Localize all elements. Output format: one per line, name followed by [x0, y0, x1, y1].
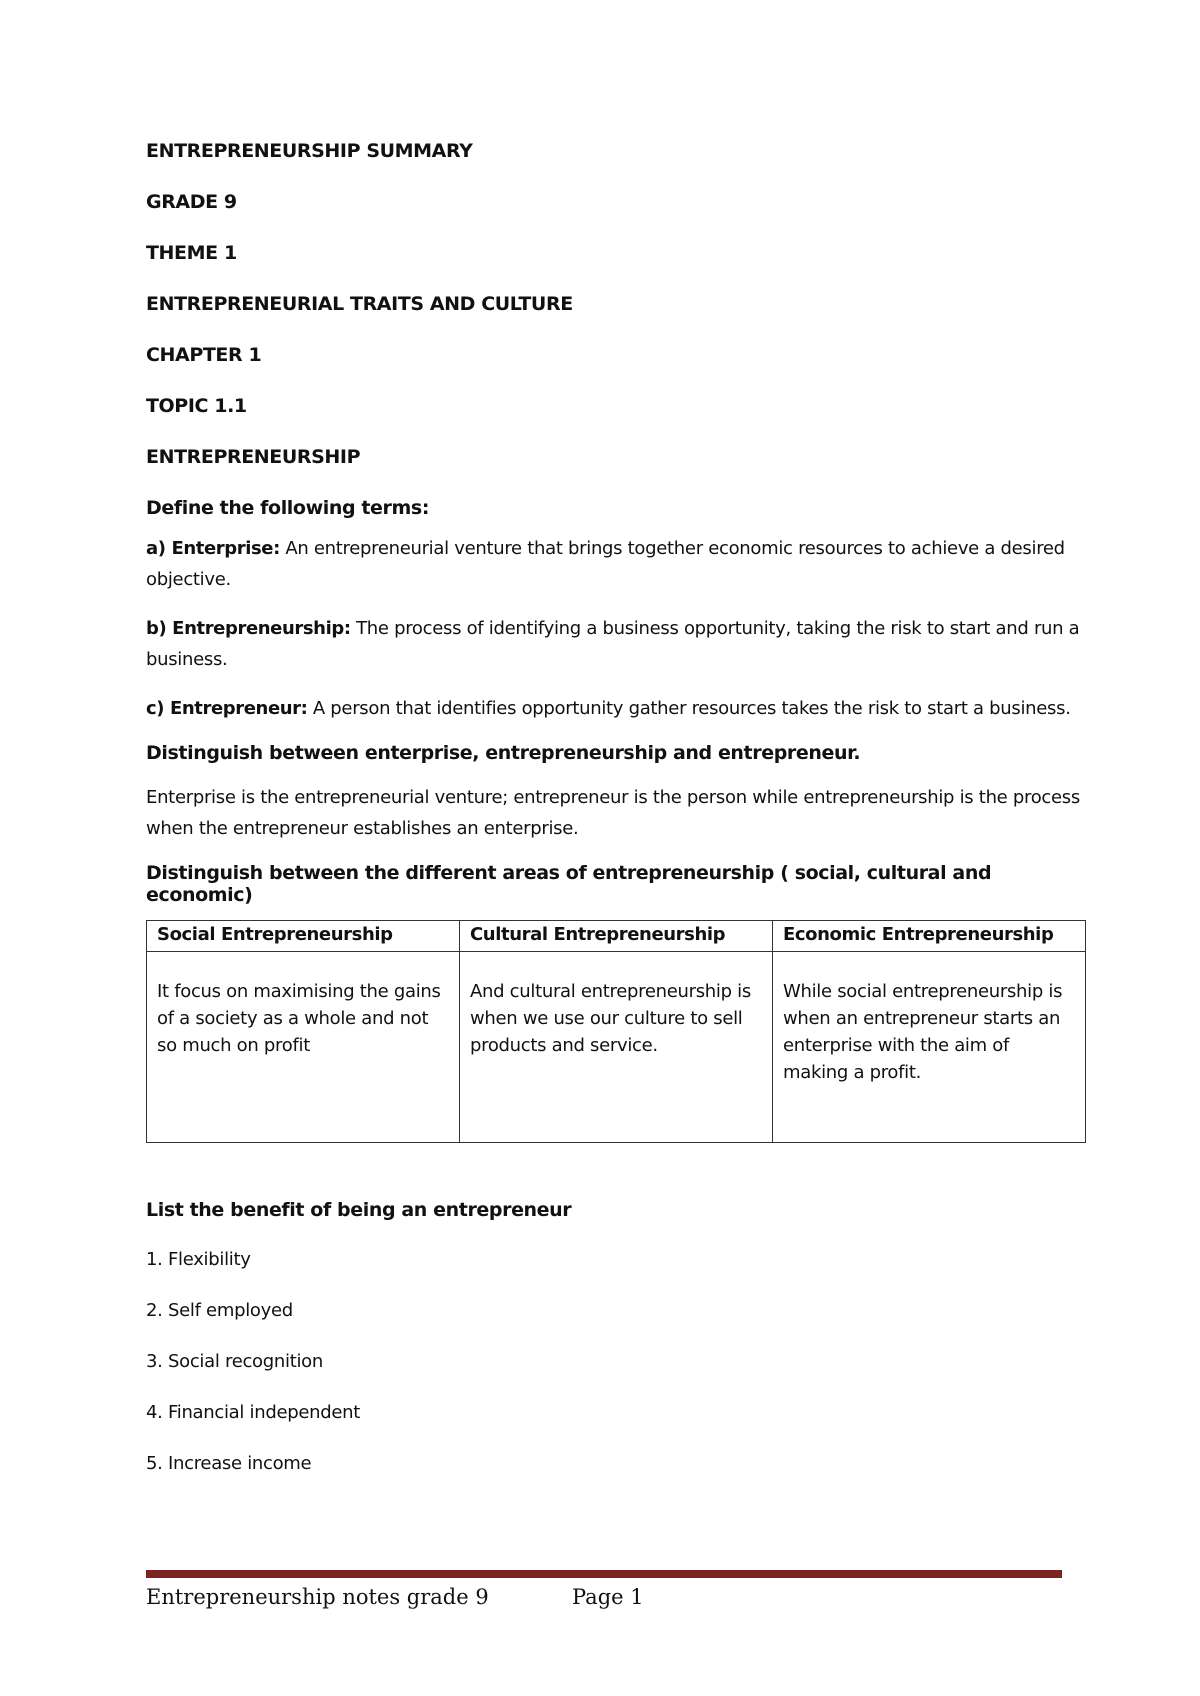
chapter-label: CHAPTER 1 — [146, 344, 262, 366]
topic-name: ENTREPRENEURSHIP — [146, 446, 361, 468]
cell-social: It focus on maximising the gains of a society as a whole and not so much on profit — [147, 952, 460, 1143]
definition-text: An entrepreneurial venture that brings together economic resources to achieve a desired objective. — [146, 538, 1065, 590]
theme-label: THEME 1 — [146, 242, 237, 264]
list-item: 2. Self employed — [146, 1300, 293, 1321]
definitions-heading: Define the following terms: — [146, 497, 430, 519]
definition-enterprise — [146, 533, 1086, 595]
list-item: 5. Increase income — [146, 1453, 312, 1474]
definition-term: a) Enterprise: — [146, 538, 280, 559]
footer-divider — [146, 1570, 1062, 1578]
list-item: 3. Social recognition — [146, 1351, 323, 1372]
grade-label: GRADE 9 — [146, 191, 237, 213]
list-item: 1. Flexibility — [146, 1249, 251, 1270]
distinguish-heading: Distinguish between enterprise, entrepreneurship and entrepreneur. — [146, 742, 861, 764]
definition-term: b) Entrepreneurship: — [146, 618, 351, 639]
page-number: Page 1 — [572, 1585, 644, 1609]
definition-term: c) Entrepreneur: — [146, 698, 308, 719]
topic-label: TOPIC 1.1 — [146, 395, 247, 417]
definition-entrepreneur — [146, 693, 1086, 724]
theme-name: ENTREPRENEURIAL TRAITS AND CULTURE — [146, 293, 573, 315]
definition-text: A person that identifies opportunity gather resources takes the risk to start a business. — [307, 698, 1071, 719]
definition-text: The process of identifying a business opportunity, taking the risk to start and run a business. — [146, 618, 1080, 670]
table-header-row — [147, 921, 1086, 952]
areas-heading: Distinguish between the different areas of entrepreneurship ( social, cultural and economic) — [146, 862, 992, 906]
table-row — [147, 952, 1086, 1143]
areas-table — [146, 920, 1086, 1143]
column-header-social: Social Entrepreneurship — [147, 921, 460, 952]
column-header-cultural: Cultural Entrepreneurship — [460, 921, 773, 952]
footer-title: Entrepreneurship notes grade 9 — [146, 1585, 489, 1609]
cell-cultural: And cultural entrepreneurship is when we use our culture to sell products and service. — [460, 952, 773, 1143]
list-item: 4. Financial independent — [146, 1402, 361, 1423]
cell-economic: While social entrepreneurship is when an entrepreneur starts an enterprise with the aim of making a profit. — [773, 952, 1086, 1143]
distinguish-text: Enterprise is the entrepreneurial venture; entrepreneur is the person while entrepreneurship is the process when the entrepreneur establishes an enterprise. — [146, 787, 1080, 839]
column-header-economic: Economic Entrepreneurship — [773, 921, 1086, 952]
document-title: ENTREPRENEURSHIP SUMMARY — [146, 140, 473, 162]
document-body — [146, 140, 1086, 1504]
definition-entrepreneurship — [146, 613, 1086, 675]
benefits-heading: List the benefit of being an entrepreneur — [146, 1199, 572, 1221]
